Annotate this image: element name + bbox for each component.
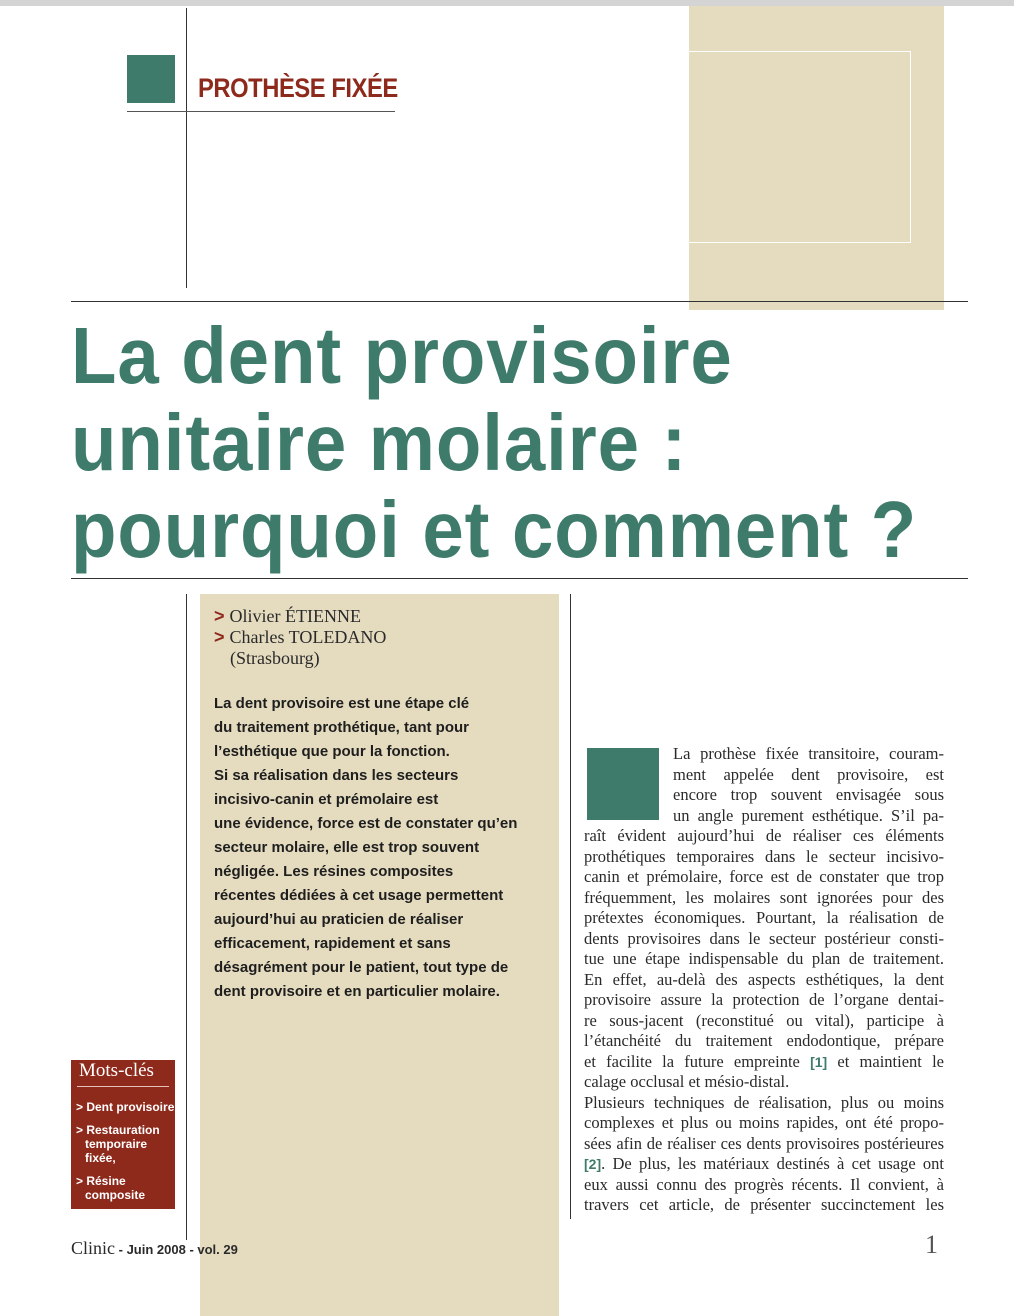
body-line: ment appelée dent provisoire, est xyxy=(673,764,944,784)
abstract-line: une évidence, force est de constater qu’en xyxy=(214,815,518,832)
author-location: (Strasbourg) xyxy=(230,648,320,668)
issue-date: Juin 2008 xyxy=(126,1242,186,1257)
author-block xyxy=(214,606,386,669)
body-line: raît évident aujourd’hui de réaliser ces éléments xyxy=(584,826,944,845)
body-line: et facilite la future empreinte [1] et maintient le xyxy=(584,1051,944,1071)
body-line: dents provisoires dans le secteur postérieur consti- xyxy=(584,928,944,948)
column-rule-mid xyxy=(570,594,571,1219)
abstract-line: négligée. Les résines composites xyxy=(214,863,454,880)
abstract-line: aujourd’hui au praticien de réaliser xyxy=(214,911,464,928)
body-line: l’étanchéité du traitement endodontique, prépare xyxy=(584,1031,944,1050)
footer-citation: Clinic - Juin 2008 - vol. 29 xyxy=(71,1238,238,1258)
citation-ref[interactable]: [2] xyxy=(584,1156,602,1172)
body-line: un angle purement esthétique. S’il pa- xyxy=(673,805,944,825)
abstract xyxy=(214,692,534,1004)
abstract-line: secteur molaire, elle est trop souvent xyxy=(214,839,480,856)
body-text xyxy=(584,744,944,1216)
title-rule-bottom xyxy=(71,578,968,579)
section-rubric: PROTHÈSE FIXÉE xyxy=(198,73,398,103)
body-line: En effet, au-delà des aspects esthétiques, la dent xyxy=(584,969,944,989)
title-line: pourquoi et comment ? xyxy=(71,485,918,574)
title-line: La dent provisoire xyxy=(71,311,733,400)
keyword-item: > Résine composite xyxy=(76,1174,146,1202)
body-line: La prothèse fixée transitoire, couram- xyxy=(673,744,944,763)
author-name: Olivier ÉTIENNE xyxy=(229,606,361,626)
keywords-box xyxy=(71,1060,175,1209)
abstract-line: Si sa réalisation dans les secteurs xyxy=(214,767,459,784)
column-rule-left xyxy=(186,594,187,1240)
body-line: complexes et plus ou moins rapides, ont été propo- xyxy=(584,1113,944,1132)
body-line: prétextes économiques. Pourtant, la réalisation de xyxy=(584,908,944,927)
citation-ref[interactable]: [1] xyxy=(810,1053,828,1070)
body-line: fréquemment, les molaires sont ignorées pour des xyxy=(584,887,944,907)
body-line: sées afin de réaliser ces dents provisoires postérieures xyxy=(584,1133,944,1153)
author-item: > Charles TOLEDANO xyxy=(214,627,387,647)
author-item: > Olivier ÉTIENNE xyxy=(214,606,361,626)
author-name: Charles TOLEDANO xyxy=(229,627,387,647)
article-title xyxy=(71,312,971,573)
abstract-line: dent provisoire et en particulier molaire. xyxy=(214,983,500,1000)
body-line: tue une étape indispensable du plan de traitement. xyxy=(584,949,944,968)
keywords-divider xyxy=(77,1086,169,1087)
abstract-line: l’esthétique que pour la fonction. xyxy=(214,743,450,760)
rubric-square xyxy=(127,55,175,103)
abstract-line: La dent provisoire est une étape clé xyxy=(214,695,470,712)
title-line: unitaire molaire : xyxy=(71,398,688,487)
keyword-item: > Dent provisoire xyxy=(76,1100,175,1114)
page-number: 1 xyxy=(925,1230,938,1259)
body-line: [2]. De plus, les matériaux destinés à cet usage ont xyxy=(584,1154,944,1173)
header-decor-frame xyxy=(689,51,911,243)
rubric-underline xyxy=(127,111,395,112)
abstract-line: désagrément pour le patient, tout type de xyxy=(214,959,509,976)
abstract-line: du traitement prothétique, tant pour xyxy=(214,719,469,736)
title-rule-top xyxy=(71,301,968,302)
body-line: eux aussi connu des progrès récents. Il convient, à xyxy=(584,1174,944,1194)
abstract-line: récentes dédiées à cet usage permettent xyxy=(214,887,504,904)
abstract-line: incisivo-canin et prémolaire est xyxy=(214,791,439,808)
keyword-item: > Restauration temporaire fixée, xyxy=(76,1123,160,1165)
abstract-line: efficacement, rapidement et sans xyxy=(214,935,451,952)
body-line: encore trop souvent envisagée sous xyxy=(673,785,944,804)
header-vertical-rule xyxy=(186,8,187,288)
body-line: canin et prémolaire, force est de constater que trop xyxy=(584,867,944,886)
keywords-title: Mots-clés xyxy=(79,1060,154,1081)
journal-name: Clinic xyxy=(71,1238,115,1258)
body-line: travers cet article, de présenter succinctement les xyxy=(584,1195,944,1214)
body-line: re sous-jacent (reconstitué ou vital), participe à xyxy=(584,1010,944,1030)
volume: vol. 29 xyxy=(197,1242,238,1257)
body-line: Plusieurs techniques de réalisation, plus ou moins xyxy=(584,1092,944,1112)
body-line: provisoire assure la protection de l’organe dentai- xyxy=(584,990,944,1009)
body-line: prothétiques temporaires dans le secteur incisivo- xyxy=(584,846,944,866)
body-line: calage occlusal et mésio-distal. xyxy=(584,1072,790,1091)
